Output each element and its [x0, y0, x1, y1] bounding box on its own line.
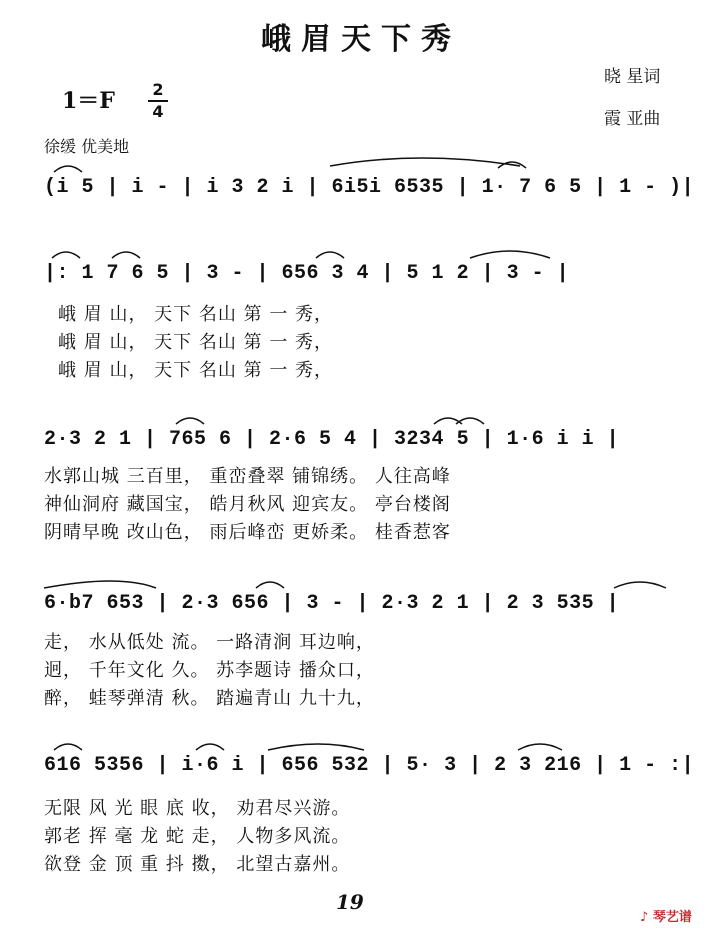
key-signature: 1＝F [62, 88, 115, 114]
lyric-line-4-3: 醉， 蛙琴弹清 秋。 踏遍青山 九十九， [44, 688, 375, 709]
logo-icon: ♪ [640, 910, 649, 925]
lyric-line-2-1: 峨 眉 山， 天下 名山 第 一 秀， [58, 304, 334, 325]
slur [614, 582, 666, 588]
slur [52, 252, 80, 258]
slur [518, 744, 562, 750]
lyric-line-5-3: 欲登 金 顶 重 抖 擞， 北望古嘉州。 [44, 854, 351, 875]
slur [54, 744, 82, 750]
slur [196, 744, 224, 750]
time-signature-bottom: 4 [152, 102, 164, 121]
logo-text: 琴艺谱 [652, 910, 692, 925]
notation-line-1: (i 5 | i - | i 3 2 i | 6i5i 6535 | 1· 7 6 5 | 1 - )| [44, 176, 695, 199]
lyric-line-5-1: 无限 风 光 眼 底 收， 劝君尽兴游。 [44, 798, 351, 819]
slur [330, 158, 520, 166]
lyric-line-3-1: 水郭山城 三百里， 重峦叠翠 铺锦绣。 人往高峰 [44, 466, 451, 487]
slur [44, 581, 156, 588]
notation-line-2: |: 1 7 6 5 | 3 - | 656 3 4 | 5 1 2 | 3 - | [44, 262, 570, 285]
slur [256, 582, 284, 588]
notation-line-5: 616 5356 | i·6 i | 656 532 | 5· 3 | 2 3 216 | 1 - :| [44, 754, 695, 777]
lyric-line-4-2: 迥， 千年文化 久。 苏李题诗 播众口， [44, 660, 375, 681]
lyric-line-3-3: 阴晴早晚 改山色， 雨后峰峦 更娇柔。 桂香惹客 [44, 522, 451, 543]
page-number: 19 [336, 890, 364, 914]
slur [112, 252, 140, 258]
composer: 霞 亚曲 [604, 109, 661, 129]
slur [268, 744, 364, 750]
lyricist: 晓 星词 [604, 67, 661, 87]
lyric-line-5-2: 郭老 挥 毫 龙 蛇 走， 人物多风流。 [44, 826, 351, 847]
lyric-line-2-3: 峨 眉 山， 天下 名山 第 一 秀， [58, 360, 334, 381]
page-title: 峨眉天下秀 [261, 22, 461, 57]
lyric-line-3-2: 神仙洞府 藏国宝， 皓月秋风 迎宾友。 亭台楼阁 [44, 494, 451, 515]
notation-line-4: 6·b7 653 | 2·3 656 | 3 - | 2·3 2 1 | 2 3 535 | [44, 592, 620, 615]
notation-line-3: 2·3 2 1 | 765 6 | 2·6 5 4 | 3234 5 | 1·6 i i | [44, 428, 620, 451]
slur [54, 166, 82, 172]
tempo-marking: 徐缓 优美地 [44, 137, 130, 156]
slur [176, 418, 204, 424]
slur [470, 251, 550, 258]
slur [316, 252, 344, 258]
lyric-line-2-2: 峨 眉 山， 天下 名山 第 一 秀， [58, 332, 334, 353]
time-signature-top: 2 [152, 80, 164, 99]
lyric-line-4-1: 走， 水从低处 流。 一路清涧 耳边响， [44, 632, 375, 653]
